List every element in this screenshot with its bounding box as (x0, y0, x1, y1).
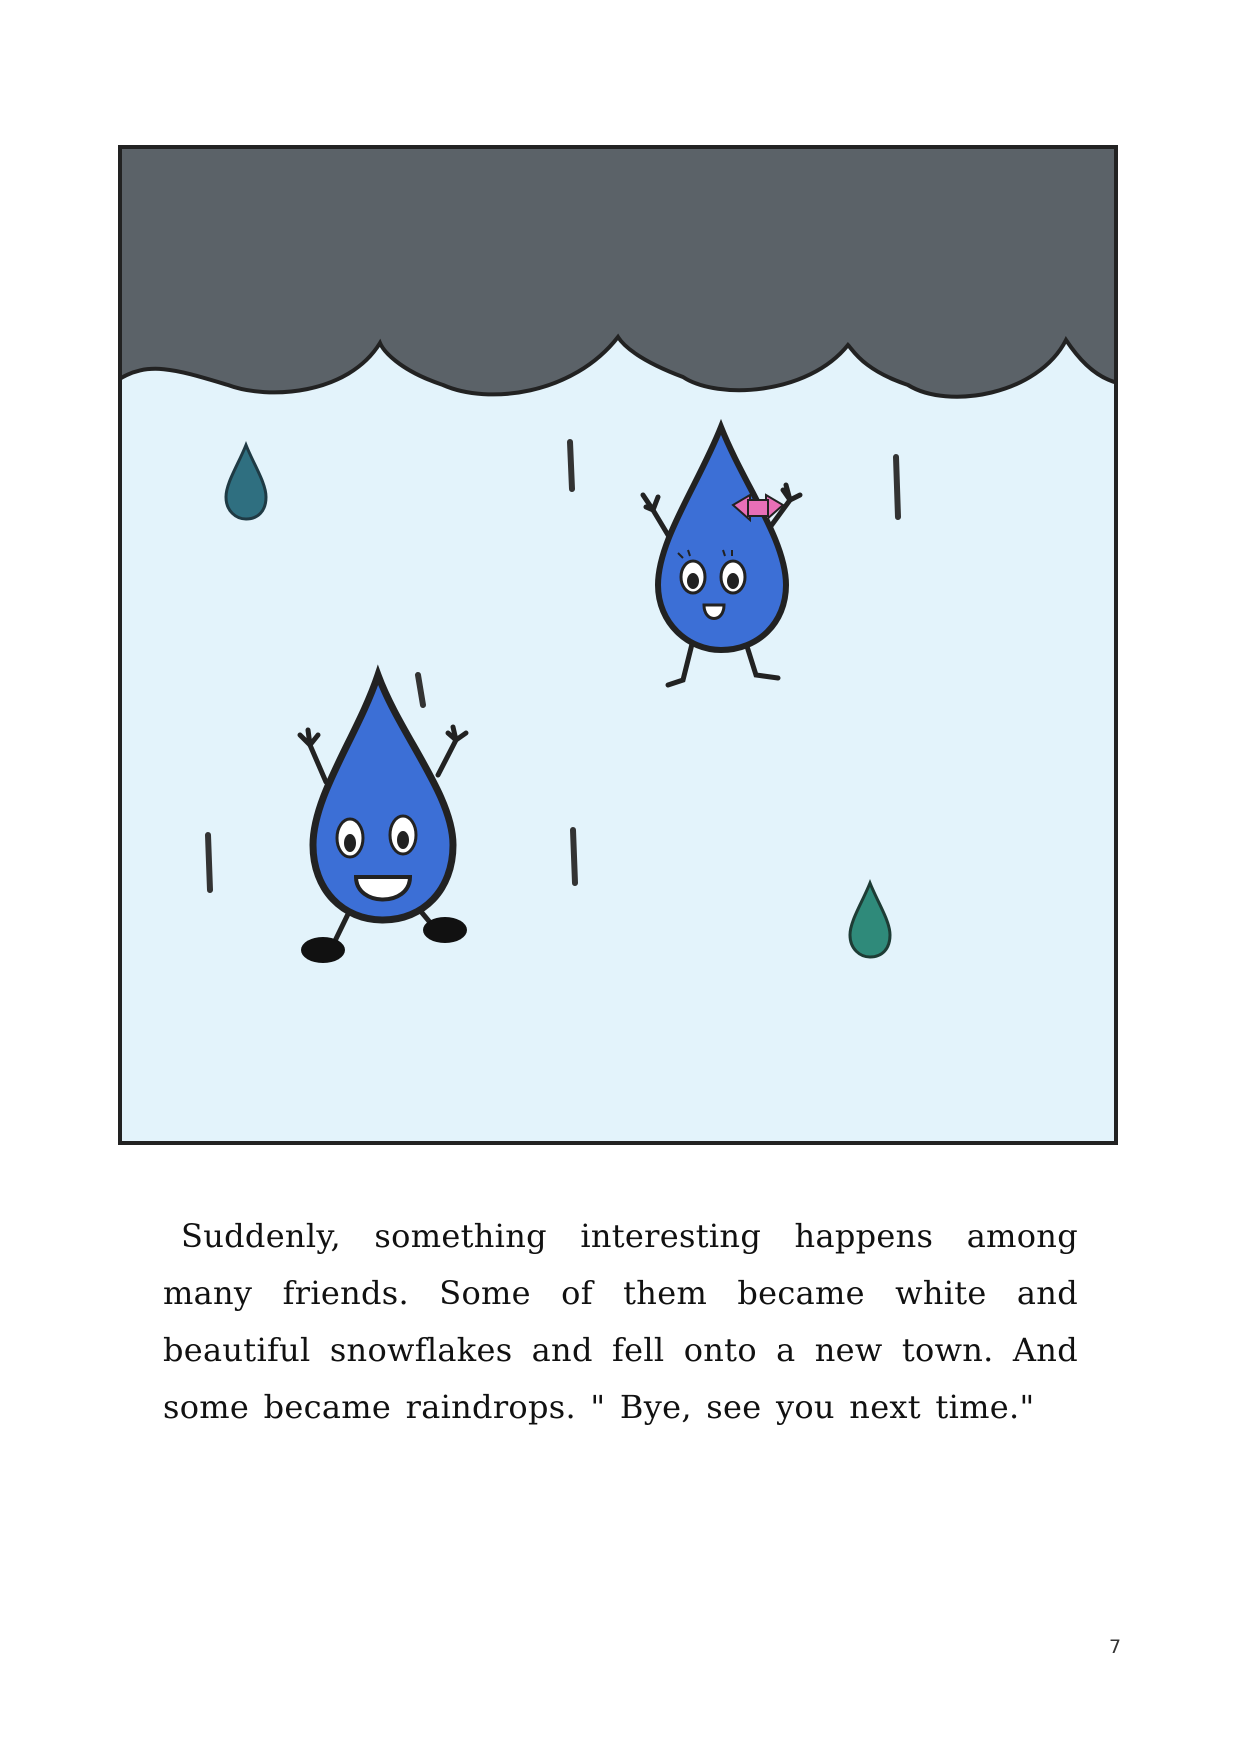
page-number: 7 (1108, 1636, 1122, 1658)
rain-streak-icon (208, 835, 210, 890)
rain-streak-icon (896, 457, 898, 517)
rain-illustration (118, 145, 1118, 1145)
rain-streak-icon (570, 442, 572, 489)
story-paragraph: Suddenly, something interesting happens among many friends. Some of them became white and beautiful snowflakes and fell onto a new town. And some became raindrops. " Bye, see you next time." (163, 1217, 1078, 1426)
rain-streak-icon (573, 830, 575, 883)
rain-scene (118, 145, 1118, 1145)
